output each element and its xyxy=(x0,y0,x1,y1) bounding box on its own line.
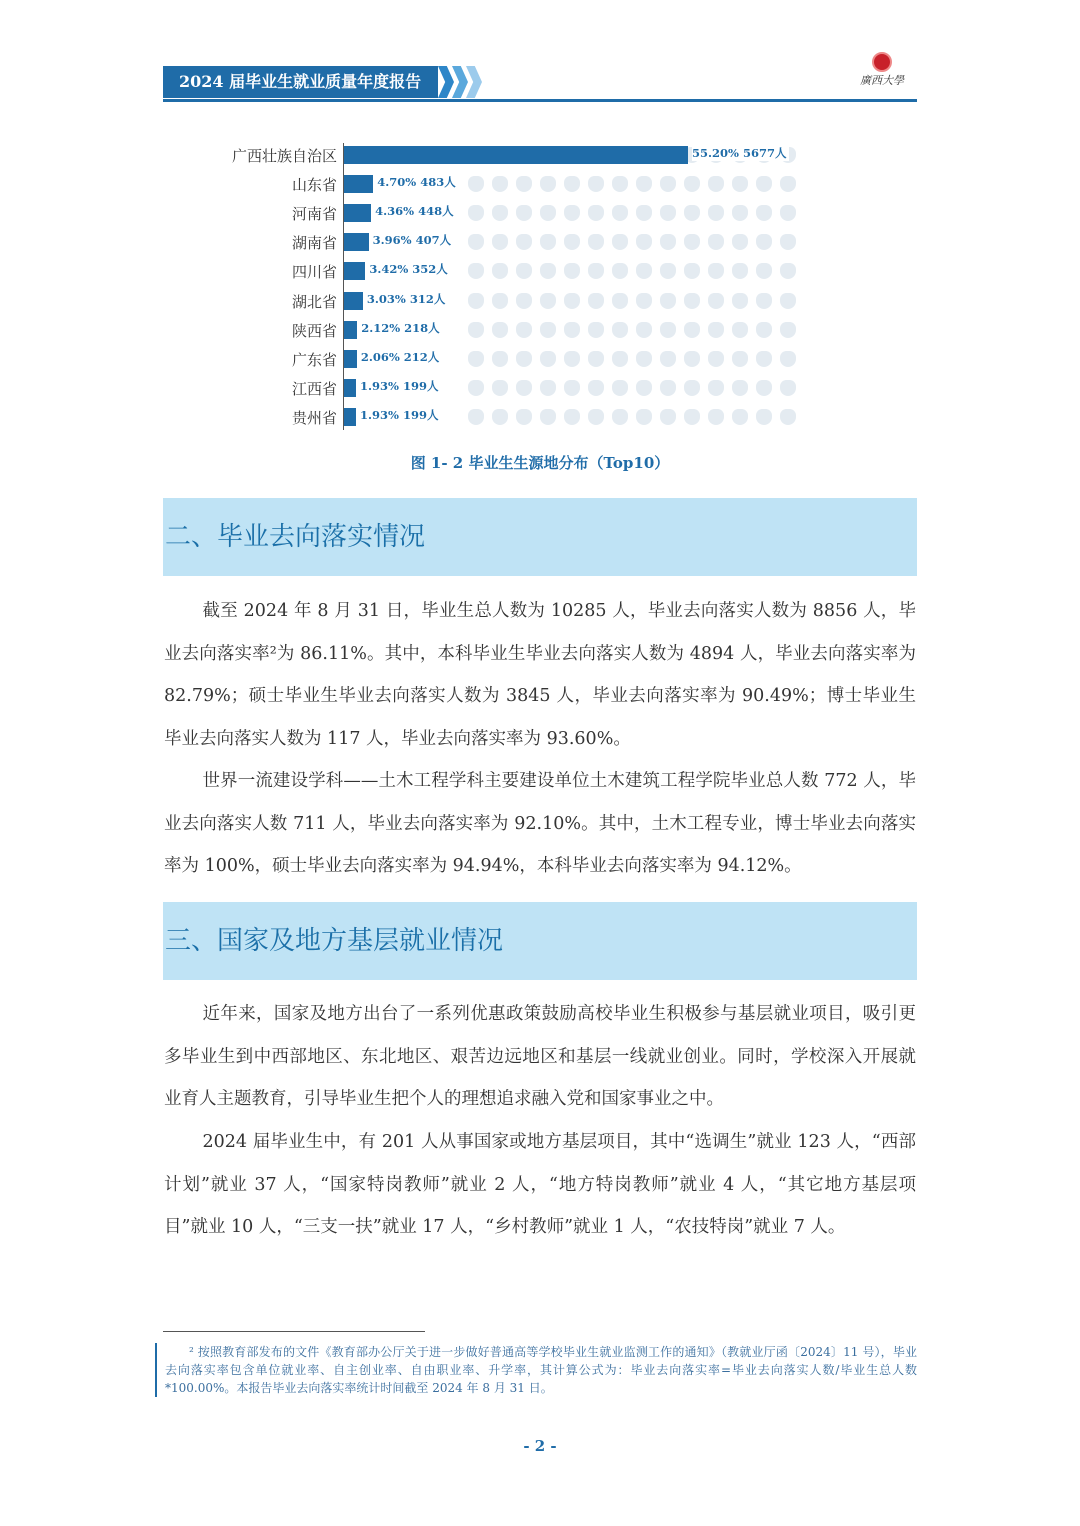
graduation-cap-icon xyxy=(540,205,556,221)
chart-row xyxy=(0,140,1080,169)
data-label: 2.06% 212人 xyxy=(361,349,442,365)
graduation-cap-icon xyxy=(660,263,676,279)
graduation-cap-icon xyxy=(540,380,556,396)
graduation-cap-icon xyxy=(612,263,628,279)
bar xyxy=(344,350,357,368)
graduation-cap-icons xyxy=(468,380,796,396)
category-label: 江西省 xyxy=(291,379,337,398)
graduation-cap-icon xyxy=(588,380,604,396)
graduation-cap-icon xyxy=(756,176,772,192)
graduation-cap-icon xyxy=(492,176,508,192)
chart-row xyxy=(0,344,1080,373)
graduation-cap-icon xyxy=(468,380,484,396)
graduation-cap-icon xyxy=(564,409,580,425)
graduation-cap-icon xyxy=(612,380,628,396)
bar xyxy=(344,321,357,339)
page-number: - 2 - xyxy=(523,1437,557,1455)
graduation-cap-icon xyxy=(684,322,700,338)
graduation-cap-icon xyxy=(492,322,508,338)
graduation-cap-icon xyxy=(636,293,652,309)
graduation-cap-icons xyxy=(468,205,796,221)
graduation-cap-icon xyxy=(468,322,484,338)
bar xyxy=(344,262,365,280)
graduation-cap-icon xyxy=(468,293,484,309)
graduation-cap-icon xyxy=(540,409,556,425)
graduation-cap-icon xyxy=(780,322,796,338)
category-label: 湖南省 xyxy=(291,234,337,253)
data-label: 4.36% 448人 xyxy=(375,203,456,219)
chart-row xyxy=(0,198,1080,227)
paragraph: 截至 2024 年 8 月 31 日，毕业生总人数为 10285 人，毕业去向落实人数为 8856 人，毕业去向落实率²为 86.11%。其中，本科毕业生毕业去向落实人数为 4894 人，毕业去向落实率为 82.79%；硕士毕业生毕业去向落实人数为 3845 人，毕业去向落实率为 90.49%；博士毕业生毕业去向落实人数为 117 人，毕业去向落实率为 93.60%。 xyxy=(164,601,916,750)
bar xyxy=(344,146,688,164)
graduation-cap-icons xyxy=(468,322,796,338)
graduation-cap-icon xyxy=(588,234,604,250)
chart-row xyxy=(0,286,1080,315)
graduation-cap-icon xyxy=(780,176,796,192)
paragraph: 2024 届毕业生中，有 201 人从事国家或地方基层项目，其中“选调生”就业 123 人，“西部计划”就业 37 人，“国家特岗教师”就业 2 人，“地方特岗教师”就业 4 人，“其它地方基层项目”就业 10 人，“三支一扶”就业 17 人，“乡村教师”就业 1 人，“农技特岗”就业 7 人。 xyxy=(164,1132,916,1238)
graduation-cap-icon xyxy=(732,176,748,192)
data-label: 3.96% 407人 xyxy=(373,232,454,248)
graduation-cap-icon xyxy=(564,293,580,309)
graduation-cap-icon xyxy=(708,351,724,367)
graduation-cap-icon xyxy=(732,322,748,338)
graduation-cap-icon xyxy=(588,176,604,192)
graduation-cap-icon xyxy=(612,351,628,367)
bar xyxy=(344,379,356,397)
graduation-cap-icon xyxy=(612,322,628,338)
graduation-cap-icon xyxy=(636,322,652,338)
graduation-cap-icon xyxy=(684,176,700,192)
graduation-cap-icon xyxy=(564,380,580,396)
graduation-cap-icon xyxy=(588,205,604,221)
graduation-cap-icon xyxy=(660,205,676,221)
graduation-cap-icon xyxy=(708,205,724,221)
graduation-cap-icon xyxy=(516,322,532,338)
category-label: 广东省 xyxy=(291,350,337,369)
graduation-cap-icon xyxy=(588,322,604,338)
graduation-cap-icon xyxy=(636,409,652,425)
graduation-cap-icons xyxy=(468,263,796,279)
graduation-cap-icon xyxy=(492,293,508,309)
graduation-cap-icon xyxy=(540,293,556,309)
graduation-cap-icon xyxy=(660,176,676,192)
graduation-cap-icon xyxy=(684,234,700,250)
graduation-cap-icon xyxy=(756,234,772,250)
paragraph: 近年来，国家及地方出台了一系列优惠政策鼓励高校毕业生积极参与基层就业项目，吸引更多毕业生到中西部地区、东北地区、艰苦边远地区和基层一线就业创业。同时，学校深入开展就业育人主题教育，引导毕业生把个人的理想追求融入党和国家事业之中。 xyxy=(164,1004,916,1110)
graduation-cap-icon xyxy=(732,409,748,425)
origin-distribution-chart xyxy=(0,140,1080,430)
graduation-cap-icon xyxy=(588,409,604,425)
category-label: 广西壮族自治区 xyxy=(231,147,337,165)
graduation-cap-icon xyxy=(540,234,556,250)
graduation-cap-icon xyxy=(684,293,700,309)
graduation-cap-icon xyxy=(492,380,508,396)
graduation-cap-icon xyxy=(636,263,652,279)
graduation-cap-icon xyxy=(468,409,484,425)
graduation-cap-icon xyxy=(468,234,484,250)
graduation-cap-icon xyxy=(780,351,796,367)
graduation-cap-icon xyxy=(756,409,772,425)
chart-row xyxy=(0,315,1080,344)
graduation-cap-icon xyxy=(492,409,508,425)
graduation-cap-icon xyxy=(636,205,652,221)
chart-row xyxy=(0,169,1080,198)
graduation-cap-icon xyxy=(612,234,628,250)
graduation-cap-icon xyxy=(756,293,772,309)
graduation-cap-icon xyxy=(756,380,772,396)
graduation-cap-icon xyxy=(708,263,724,279)
graduation-cap-icon xyxy=(780,234,796,250)
graduation-cap-icon xyxy=(492,351,508,367)
university-logo: 廣西大學 xyxy=(852,52,912,98)
graduation-cap-icon xyxy=(684,351,700,367)
section-heading-employment: 二、毕业去向落实情况 xyxy=(163,498,917,576)
graduation-cap-icon xyxy=(660,293,676,309)
bar xyxy=(344,233,369,251)
graduation-cap-icon xyxy=(756,205,772,221)
graduation-cap-icon xyxy=(588,263,604,279)
graduation-cap-icon xyxy=(516,351,532,367)
data-label: 1.93% 199人 xyxy=(360,378,441,394)
graduation-cap-icon xyxy=(564,205,580,221)
graduation-cap-icon xyxy=(756,322,772,338)
graduation-cap-icon xyxy=(612,409,628,425)
graduation-cap-icon xyxy=(780,409,796,425)
report-title-banner: 2024 届毕业生就业质量年度报告 xyxy=(163,66,438,98)
chart-row xyxy=(0,373,1080,402)
graduation-cap-icon xyxy=(564,322,580,338)
graduation-cap-icon xyxy=(684,380,700,396)
category-label: 湖北省 xyxy=(291,292,337,311)
graduation-cap-icon xyxy=(780,263,796,279)
graduation-cap-icon xyxy=(588,351,604,367)
graduation-cap-icons xyxy=(468,234,796,250)
data-label: 3.42% 352人 xyxy=(369,261,450,277)
graduation-cap-icon xyxy=(516,409,532,425)
graduation-cap-icon xyxy=(732,293,748,309)
chart-row xyxy=(0,402,1080,431)
category-label: 河南省 xyxy=(291,205,337,224)
graduation-cap-icon xyxy=(708,293,724,309)
bar xyxy=(344,292,363,310)
bar xyxy=(344,408,356,426)
graduation-cap-icon xyxy=(660,234,676,250)
chart-caption: 图 1- 2 毕业生生源地分布（Top10） xyxy=(410,454,670,472)
graduation-cap-icon xyxy=(732,234,748,250)
graduation-cap-icon xyxy=(636,380,652,396)
graduation-cap-icon xyxy=(516,234,532,250)
graduation-cap-icon xyxy=(708,234,724,250)
graduation-cap-icon xyxy=(468,176,484,192)
graduation-cap-icons xyxy=(468,351,796,367)
graduation-cap-icon xyxy=(660,380,676,396)
graduation-cap-icon xyxy=(564,263,580,279)
data-label: 3.03% 312人 xyxy=(367,291,448,307)
graduation-cap-icon xyxy=(468,205,484,221)
graduation-cap-icon xyxy=(636,351,652,367)
graduation-cap-icon xyxy=(732,263,748,279)
graduation-cap-icon xyxy=(516,263,532,279)
category-label: 陕西省 xyxy=(291,321,337,340)
data-label: 4.70% 483人 xyxy=(377,174,458,190)
graduation-cap-icon xyxy=(468,263,484,279)
graduation-cap-icon xyxy=(732,205,748,221)
graduation-cap-icon xyxy=(612,176,628,192)
graduation-cap-icon xyxy=(660,409,676,425)
chart-row xyxy=(0,227,1080,256)
graduation-cap-icon xyxy=(516,176,532,192)
graduation-cap-icon xyxy=(780,205,796,221)
graduation-cap-icon xyxy=(684,205,700,221)
graduation-cap-icon xyxy=(756,351,772,367)
header-divider xyxy=(163,99,917,102)
graduation-cap-icon xyxy=(564,351,580,367)
graduation-cap-icon xyxy=(684,263,700,279)
graduation-cap-icon xyxy=(780,293,796,309)
bar xyxy=(344,175,373,193)
graduation-cap-icon xyxy=(516,205,532,221)
graduation-cap-icon xyxy=(492,205,508,221)
graduation-cap-icon xyxy=(708,409,724,425)
graduation-cap-icon xyxy=(732,351,748,367)
category-label: 四川省 xyxy=(291,263,337,282)
footnote-divider xyxy=(163,1331,425,1332)
section-heading-grassroots: 三、国家及地方基层就业情况 xyxy=(163,902,917,980)
graduation-cap-icon xyxy=(684,409,700,425)
graduation-cap-icons xyxy=(468,293,796,309)
graduation-cap-icon xyxy=(780,380,796,396)
chevron-decoration-icon xyxy=(438,66,480,98)
graduation-cap-icon xyxy=(540,351,556,367)
graduation-cap-icon xyxy=(564,176,580,192)
graduation-cap-icon xyxy=(636,176,652,192)
graduation-cap-icon xyxy=(708,380,724,396)
graduation-cap-icon xyxy=(540,176,556,192)
graduation-cap-icon xyxy=(540,322,556,338)
graduation-cap-icon xyxy=(636,234,652,250)
paragraph: 世界一流建设学科——土木工程学科主要建设单位土木建筑工程学院毕业总人数 772 人，毕业去向落实人数 711 人，毕业去向落实率为 92.10%。其中，土木工程专业，博士毕业去向落实率为 100%，硕士毕业去向落实率为 94.94%，本科毕业去向落实率为 94.12%。 xyxy=(164,771,916,877)
graduation-cap-icon xyxy=(468,351,484,367)
graduation-cap-icon xyxy=(660,351,676,367)
graduation-cap-icon xyxy=(612,293,628,309)
graduation-cap-icon xyxy=(492,263,508,279)
category-label: 贵州省 xyxy=(291,408,337,427)
category-label: 山东省 xyxy=(291,176,337,195)
graduation-cap-icon xyxy=(708,176,724,192)
graduation-cap-icon xyxy=(588,293,604,309)
footnote: ² 按照教育部发布的文件《教育部办公厅关于进一步做好普通高等学校毕业生就业监测工作的通知》（教就业厅函〔2024〕11 号），毕业去向落实率包含单位就业率、自主创业率、自由职业率、升学率，其计算公式为：毕业去向落实率=毕业去向落实人数/毕业生总人数*100.00%。本报告毕业去向落实率统计时间截至 2024 年 8 月 31 日。 xyxy=(155,1343,917,1397)
graduation-cap-icon xyxy=(516,380,532,396)
data-label: 2.12% 218人 xyxy=(361,320,442,336)
graduation-cap-icon xyxy=(516,293,532,309)
graduation-cap-icon xyxy=(732,380,748,396)
graduation-cap-icon xyxy=(564,234,580,250)
chart-row xyxy=(0,256,1080,285)
data-label: 1.93% 199人 xyxy=(360,407,441,423)
graduation-cap-icon xyxy=(540,263,556,279)
graduation-cap-icons xyxy=(468,176,796,192)
graduation-cap-icon xyxy=(492,234,508,250)
bar xyxy=(344,204,371,222)
graduation-cap-icon xyxy=(756,263,772,279)
graduation-cap-icons xyxy=(468,409,796,425)
data-label: 55.20% 5677人 xyxy=(692,145,789,161)
graduation-cap-icon xyxy=(708,322,724,338)
graduation-cap-icon xyxy=(660,322,676,338)
graduation-cap-icon xyxy=(612,205,628,221)
